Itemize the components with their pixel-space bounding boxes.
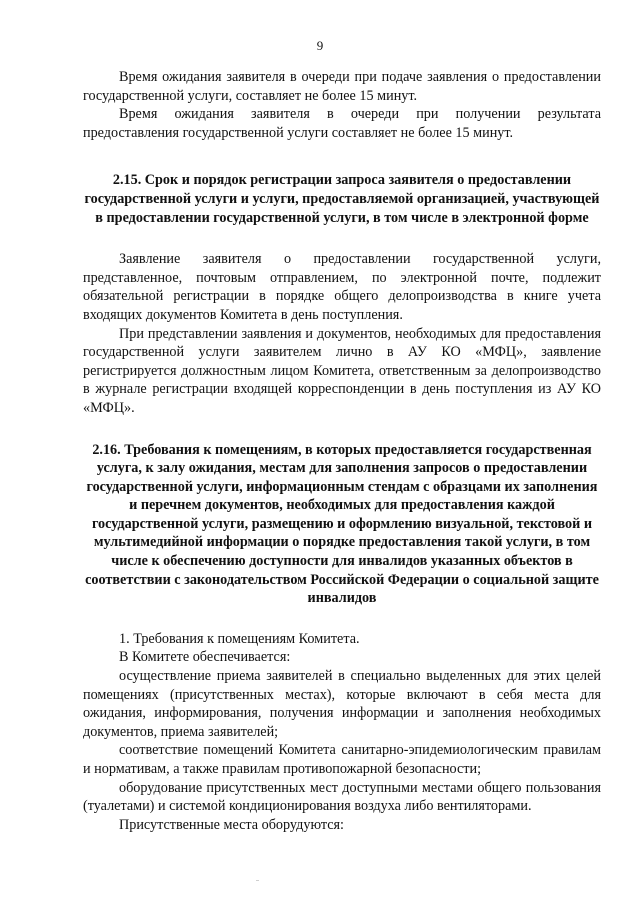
section-paragraph: оборудование присутственных мест доступными местами общего пользования (туалетами) и системой кондиционирования воздуха либо вентиляторами. <box>83 779 601 815</box>
page-content <box>83 68 601 834</box>
section-paragraph: соответствие помещений Комитета санитарно-эпидемиологическим правилам и нормативам, а также правилам противопожарной безопасности; <box>83 742 601 777</box>
section-paragraph: При представлении заявления и документов, необходимых для предоставления государственной услуги заявителем лично в АУ КО «МФЦ», заявление регистрируется должностным лицом Комитета, ответственным за делопроизводство в журнале регистрации входящей корреспонденции в день поступления из АУ КО «МФЦ». <box>83 325 601 416</box>
section-heading-2-15: 2.15. Срок и порядок регистрации запроса заявителя о предоставлении государственной услуги и услуги, предоставляемой организацией, участвующей в предоставлении государственной услуги, в том числе в электронной форме <box>84 172 600 226</box>
section-paragraph: Присутственные места оборудуются: <box>119 816 344 833</box>
section-heading-2-16: 2.16. Требования к помещениям, в которых предоставляется государственная услуга, к залу ожидания, местам для заполнения запросов о предоставлении государственной услуги, информационным стендам с образцами их заполнения и перечнем документов, необходимых для предоставления каждой государственной услуги, размещению и оформлению визуальной, текстовой и мультимедийной информации о порядке предоставления такой услуги, в том числе к обеспечению доступности для инвалидов указанных объектов в соответствии с законодательством Российской Федерации о социальной защите инвалидов <box>85 441 599 607</box>
scan-mark <box>256 880 259 881</box>
section-paragraph: В Комитете обеспечивается: <box>119 649 291 666</box>
page-number: 9 <box>316 38 324 53</box>
section-paragraph: 1. Требования к помещениям Комитета. <box>119 630 360 647</box>
section-paragraph: осуществление приема заявителей в специально выделенных для этих целей помещениях (присутственных местах), которые включают в себя места для ожидания, информирования, получения информации и заполнения необходимых документов, приема заявителей; <box>83 668 601 740</box>
section-paragraph: Заявление заявителя о предоставлении государственной услуги, представленное, почтовым отправлением, по электронной почте, подлежит обязательной регистрации в порядке общего делопроизводства в книге учета входящих документов Комитета в день поступления. <box>83 251 601 323</box>
waiting-time-paragraph: Время ожидания заявителя в очереди при получении результата предоставления государственной услуги составляет не более 15 минут. <box>83 106 601 141</box>
waiting-time-paragraph: Время ожидания заявителя в очереди при подаче заявления о предоставлении государственной услуги, составляет не более 15 минут. <box>83 69 601 104</box>
